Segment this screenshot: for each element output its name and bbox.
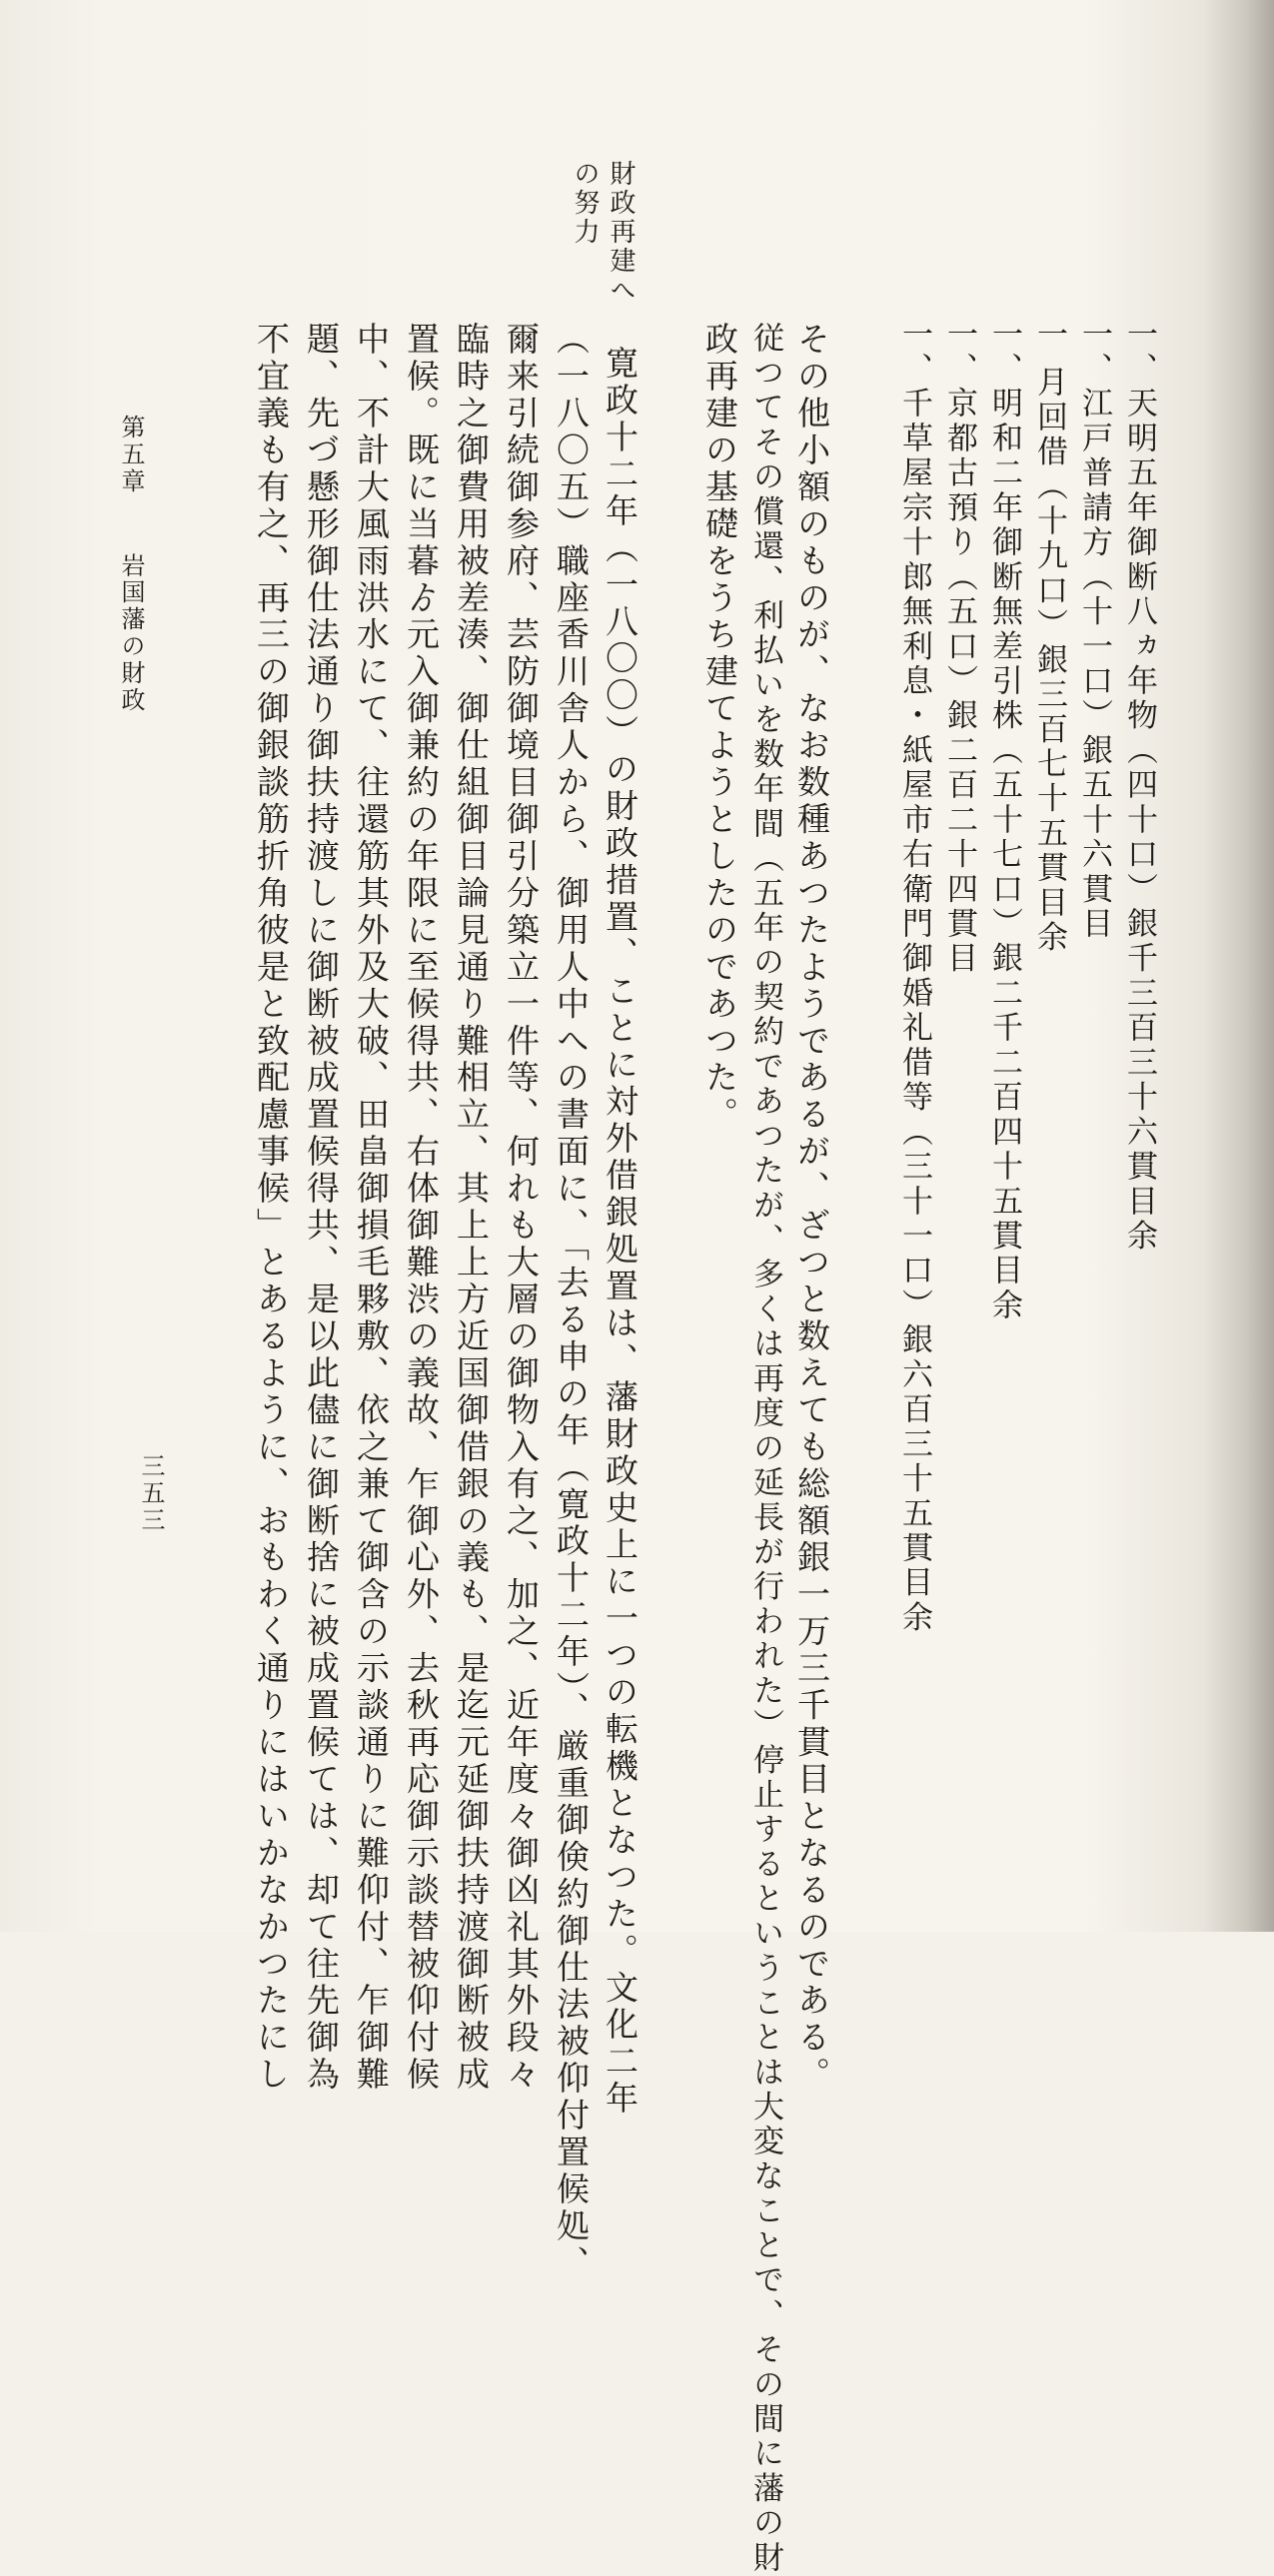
body-text-line: （一八〇五）職座香川舎人から、御用人中への書面に、「去る申の年（寛政十二年）、厳重御倹約御仕法被仰付置候処、 <box>552 322 591 2282</box>
list-item: 一、明和二年御断無差引株（五十七口）銀二千二百四十五貫目余 <box>986 318 1022 1323</box>
body-text-line: 置候。既に当暮ゟ元入御兼約の年限に至候得共、右体御難渋の義故、乍御心外、去秋再応御示談替被仰付候 <box>402 322 441 2095</box>
page-number: 三五三 <box>137 1453 165 1534</box>
body-text-line: 中、不計大風雨洪水にて、往還筋其外及大破、田畠御損毛夥敷、依之兼て御含の示談通りに難仰付、乍御難 <box>352 322 391 2095</box>
running-footer <box>116 415 146 714</box>
body-text-line: 従つてその償還、利払いを数年間（五年の契約であつたが、多くは再度の延長が行われた）停止するということは大変なことで、その間に藩の財 <box>747 322 783 2576</box>
chapter-label: 第五章 <box>117 415 145 495</box>
chapter-title: 岩国藩の財政 <box>117 552 145 714</box>
list-item: 一、千草屋宗十郎無利息・紙屋市右衛門御婚礼借等（三十一口）銀六百三十五貫目余 <box>896 318 932 1636</box>
page-edge-shadow <box>1204 0 1274 1932</box>
body-text-line: 寛政十二年（一八〇〇）の財政措置、ことに対外借銀処置は、藩財政史上に一つの転機となつた。文化二年 <box>601 346 639 2119</box>
list-item: 一 月回借（十九口）銀三百七十五貫目余 <box>1031 318 1067 956</box>
list-item: 一、江戸普請方（十一口）銀五十六貫目 <box>1076 318 1112 942</box>
list-item: 一、天明五年御断八ヵ年物（四十口）銀千三百三十六貫目余 <box>1121 318 1157 1255</box>
body-text-line: 不宜義も有之、再三の御銀談筋折角彼是と致配慮事候」とあるように、おもわく通りにはいかなかつたにし <box>252 322 291 2095</box>
body-text-line: 題、先づ懸形御仕法通り御扶持渡しに御断被成置候得共、是以此儘に御断捨に被成置候ては、却て往先御為 <box>302 322 341 2095</box>
side-heading: の努力 <box>570 160 600 248</box>
body-text-line: 臨時之御費用被差湊、御仕組御目論見通り難相立、其上上方近国御借銀の義も、是迄元延御扶持渡御断被成 <box>452 322 491 2095</box>
side-heading: 財政再建へ <box>606 160 636 306</box>
list-item: 一、京都古預り（五口）銀二百二十四貫目 <box>941 318 977 977</box>
body-text-line: 政再建の基礎をうち建てようとしたのであつた。 <box>700 322 739 1135</box>
body-text-line: 爾来引続御参府、芸防御境目御引分築立一件等、何れも大層の御物入有之、加之、近年度々御凶礼其外段々 <box>502 322 541 2095</box>
body-text-line: その他小額のものが、なお数種あつたようであるが、ざつと数えても総額銀一万三千貫目となるのである。 <box>792 322 831 2095</box>
